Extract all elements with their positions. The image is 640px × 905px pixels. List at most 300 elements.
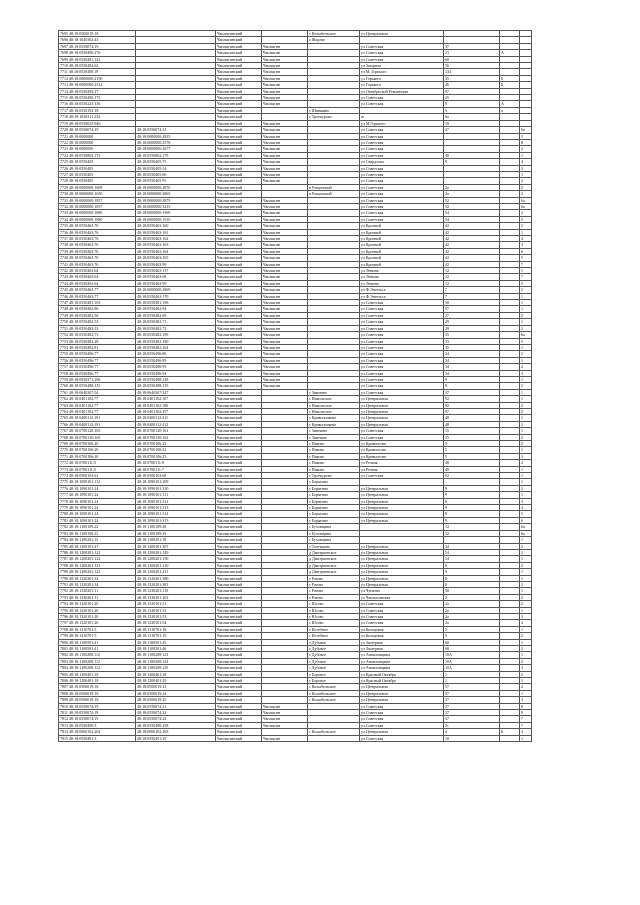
settlement-cell: п Рощинский (308, 184, 360, 190)
apartment-cell: 2 (520, 351, 532, 357)
record-id-cell: 7813 48:18:0550490:3 (59, 722, 136, 728)
apartment-cell: 6 (520, 517, 532, 523)
street-cell: ул Советская (360, 165, 444, 171)
house-cell: 40 (444, 460, 500, 466)
parcel-number-cell: 48:18:0700111:8 (136, 460, 216, 466)
parcel-number-cell: 48:18:1310701:19 (136, 633, 216, 639)
parcel-number-cell: 48:18:0401102:157 (136, 408, 216, 414)
parcel-number-cell: 48:18:1100501:45 (136, 639, 216, 645)
apartment-cell: 2 (520, 325, 532, 331)
house-cell: 42 (444, 248, 500, 254)
city-cell: Чаплыгин (262, 280, 308, 286)
parcel-number-cell: 48:18:0000000:2870 (136, 184, 216, 190)
district-cell: Чаплыгинский (216, 293, 262, 299)
apartment-cell: 3 (520, 453, 532, 459)
apartment-cell: 5 (520, 280, 532, 286)
record-id-cell: 7787 48:18:1200201:122 (59, 556, 136, 562)
parcel-number-cell: 48:18:1320201:380 (136, 575, 216, 581)
settlement-cell: с Юсово (308, 620, 360, 626)
district-cell: Чаплыгинский (216, 434, 262, 440)
city-cell: Чаплыгин (262, 332, 308, 338)
street-cell: ул Анпиловщина (360, 665, 444, 671)
district-cell: Чаплыгинский (216, 389, 262, 395)
record-id-cell: 7724 48:18:0550802:172 (59, 152, 136, 158)
district-cell: Чаплыгинский (216, 428, 262, 434)
house-cell: 5 (444, 107, 500, 113)
apartment-cell: 1 (520, 626, 532, 632)
district-cell: Чаплыгинский (216, 56, 262, 62)
district-cell: Чаплыгинский (216, 601, 262, 607)
district-cell: Чаплыгинский (216, 75, 262, 81)
city-cell: Чаплыгин (262, 287, 308, 293)
parcel-number-cell: 48:18:0550482:189 (136, 332, 216, 338)
settlement-cell: с Буховщина (308, 537, 360, 543)
record-id-cell: 7752 48:18:0550482:73 (59, 332, 136, 338)
parcel-number-cell: 48:18:0550405:54 (136, 165, 216, 171)
city-cell: Чаплыгин (262, 710, 308, 716)
street-cell: ул Кронной (360, 248, 444, 254)
settlement-cell: с Троекурово (308, 114, 360, 120)
parcel-number-cell: 48:18:0550463:68 (136, 274, 216, 280)
settlement-cell: с Пиково (308, 447, 360, 453)
house-cell: 8 (444, 581, 500, 587)
apartment-cell: 1 (520, 152, 532, 158)
record-id-cell: 7769 48:18:0700106:20 (59, 441, 136, 447)
street-cell: ул Советская (360, 50, 444, 56)
settlement-cell: с Буховщина (308, 530, 360, 536)
district-cell: Чаплыгинский (216, 652, 262, 658)
street-cell: ул Советская (360, 127, 444, 133)
city-cell: Чаплыгин (262, 95, 308, 101)
record-id-cell: 7768 48:18:0700120:165 (59, 434, 136, 440)
district-cell: Чаплыгинский (216, 684, 262, 690)
district-cell: Чаплыгинский (216, 107, 262, 113)
street-cell: ул Кривополье (360, 453, 444, 459)
record-id-cell: 7777 48:18:1090101:24 (59, 492, 136, 498)
street-cell: ул Советская (360, 383, 444, 389)
settlement-cell: с Ратово (308, 594, 360, 600)
apartment-cell: 1 (520, 735, 532, 741)
house-cell: 10А (444, 665, 500, 671)
house-cell: 97 (444, 88, 500, 94)
district-cell: Чаплыгинский (216, 287, 262, 293)
letter-cell: Б (500, 729, 520, 735)
city-cell: Чаплыгин (262, 248, 308, 254)
apartment-cell: 8 (520, 139, 532, 145)
house-cell: 33 (444, 338, 500, 344)
district-cell: Чаплыгинский (216, 82, 262, 88)
house-cell: 42 (444, 229, 500, 235)
apartment-cell: 2 (520, 594, 532, 600)
house-cell: 42 (444, 255, 500, 261)
district-cell: Чаплыгинский (216, 197, 262, 203)
street-cell: ул Советская (360, 338, 444, 344)
parcel-number-cell: 48:18:0550496:95 (136, 364, 216, 370)
district-cell: Чаплыгинский (216, 274, 262, 280)
street-cell: ул Загорная (360, 63, 444, 69)
district-cell: Чаплыгинский (216, 678, 262, 684)
street-cell: ул Красный Октябрь (360, 671, 444, 677)
street-cell: ул Центральная (360, 485, 444, 491)
district-cell: Чаплыгинский (216, 447, 262, 453)
city-cell: Чаплыгин (262, 370, 308, 376)
street-cell: ул Центральная (360, 562, 444, 568)
street-cell: ул Чаплыгинская (360, 594, 444, 600)
city-cell: Чаплыгин (262, 210, 308, 216)
house-cell: 62 (444, 473, 500, 479)
apartment-cell: 2 (520, 581, 532, 587)
street-cell: ул Анпиловщина (360, 652, 444, 658)
district-cell: Чаплыгинский (216, 178, 262, 184)
apartment-cell: 2 (520, 601, 532, 607)
house-cell: 34 (444, 364, 500, 370)
apartment-cell: 1 (520, 479, 532, 485)
apartment-cell: 2 (520, 312, 532, 318)
record-id-cell: 7722 48:18:0000000 (59, 139, 136, 145)
apartment-cell: 2 (520, 146, 532, 152)
parcel-number-cell: 48:18:1330201:110 (136, 588, 216, 594)
apartment-cell: 2 (520, 658, 532, 664)
house-cell: 34 (444, 357, 500, 363)
apartment-cell: 1 (520, 171, 532, 177)
street-cell: ул Центральная (360, 697, 444, 703)
city-cell: Чаплыгин (262, 236, 308, 242)
settlement-cell: с Пиково (308, 460, 360, 466)
apartment-cell: 2 (520, 184, 532, 190)
city-cell: Чаплыгин (262, 159, 308, 165)
parcel-number-cell: 48:18:1200101:307 (136, 543, 216, 549)
street-cell: ул Советская (360, 364, 444, 370)
district-cell: Чаплыгинский (216, 242, 262, 248)
street-cell: ул Центральная (360, 690, 444, 696)
house-cell: 37 (444, 127, 500, 133)
district-cell: Чаплыгинский (216, 69, 262, 75)
street-cell: ул Центральная (360, 581, 444, 587)
district-cell: Чаплыгинский (216, 152, 262, 158)
street-cell: ул Советская (360, 601, 444, 607)
district-cell: Чаплыгинский (216, 543, 262, 549)
apartment-cell: 1 (520, 396, 532, 402)
district-cell: Чаплыгинский (216, 607, 262, 613)
district-cell: Чаплыгинский (216, 133, 262, 139)
house-cell: 12 (444, 274, 500, 280)
parcel-number-cell: 48:18:0000000:2576 (136, 139, 216, 145)
record-id-cell: 7763 48:18:0401102:77 (59, 402, 136, 408)
apartment-cell: 2 (520, 364, 532, 370)
street-cell: ул Советская (360, 389, 444, 395)
record-id-cell: 7719 48:18:0550025:946 (59, 120, 136, 126)
record-id-cell: 7746 48:18:0550463:77 (59, 293, 136, 299)
apartment-cell: 1 (520, 537, 532, 543)
house-cell: 9 (444, 562, 500, 568)
apartment-cell: 7 (520, 716, 532, 722)
apartment-cell: 1 (520, 268, 532, 274)
house-cell: 9 (444, 498, 500, 504)
apartment-cell: 5 (520, 133, 532, 139)
district-cell: Чаплыгинский (216, 485, 262, 491)
street-cell: ул Советская (360, 722, 444, 728)
record-id-cell: 7802 48:18:1100208:112 (59, 652, 136, 658)
city-cell: Чаплыгин (262, 101, 308, 107)
street-cell: ул Кольцевая (360, 626, 444, 632)
house-cell: 48 (444, 421, 500, 427)
parcel-number-cell: 48:18:0550074:22 (136, 710, 216, 716)
house-cell: 57 (444, 684, 500, 690)
city-cell: Чаплыгин (262, 56, 308, 62)
house-cell: 12 (444, 530, 500, 536)
parcel-number-cell: 48:18:1320101:53 (136, 613, 216, 619)
record-id-cell: 7720 48:18:0550074:19 (59, 127, 136, 133)
apartment-cell: 2 (520, 191, 532, 197)
record-id-cell: 7766 48:18:0400112:191 (59, 421, 136, 427)
parcel-number-cell: 48:18:0500103:68 (136, 473, 216, 479)
house-cell: 37 (444, 710, 500, 716)
house-cell: 68 (444, 639, 500, 645)
district-cell: Чаплыгинский (216, 697, 262, 703)
street-cell: ул Речная (360, 460, 444, 466)
house-cell: 5 (444, 453, 500, 459)
record-id-cell: 7718 48:18:1630311:234 (59, 114, 136, 120)
settlement-cell: с Колыбельское (308, 31, 360, 37)
parcel-number-cell: 48:18:0700120:162 (136, 434, 216, 440)
apartment-cell: 1 (520, 607, 532, 613)
record-id-cell: 7815 48:18:0550491:3 (59, 735, 136, 741)
city-cell: Чаплыгин (262, 338, 308, 344)
street-cell: ул Ф.Энгельса (360, 287, 444, 293)
district-cell: Чаплыгинский (216, 473, 262, 479)
street-cell: ул Советская (360, 613, 444, 619)
apartment-cell: 2 (520, 287, 532, 293)
district-cell: Чаплыгинский (216, 517, 262, 523)
house-cell: 2с (444, 722, 500, 728)
record-id-cell: 7699 48:18:0550481:142 (59, 56, 136, 62)
house-cell: 34 (444, 543, 500, 549)
house-cell: 9 (444, 505, 500, 511)
house-cell: 9 (444, 159, 500, 165)
house-cell: 25 (444, 95, 500, 101)
parcel-number-cell: 48:18:0550481:196 (136, 300, 216, 306)
district-cell: Чаплыгинский (216, 511, 262, 517)
house-cell: 2а (444, 620, 500, 626)
letter-cell: Б (500, 75, 520, 81)
record-id-cell: 7742 48:18:0550463:64 (59, 268, 136, 274)
record-id-cell: 7770 48:18:0700106:20 (59, 447, 136, 453)
record-id-cell: 7788 48:18:1200201:123 (59, 562, 136, 568)
record-id-cell: 7773 48:18:0700111:5 (59, 466, 136, 472)
record-id-cell: 7748 48:18:0550482:86 (59, 306, 136, 312)
apartment-cell: 3 (520, 242, 532, 248)
record-id-cell: 7767 48:18:0700120:165 (59, 428, 136, 434)
house-cell: 10 (444, 735, 500, 741)
district-cell: Чаплыгинский (216, 37, 262, 43)
district-cell: Чаплыгинский (216, 139, 262, 145)
city-cell: Чаплыгин (262, 203, 308, 209)
house-cell: 42 (444, 223, 500, 229)
record-id-cell: 7810 48:18:0550074:19 (59, 703, 136, 709)
apartment-cell: 1 (520, 556, 532, 562)
parcel-number-cell: 48:18:1100109:38 (136, 524, 216, 530)
city-cell: Чаплыгин (262, 120, 308, 126)
district-cell: Чаплыгинский (216, 594, 262, 600)
record-id-cell: 7732 48:18:0000000:1857 (59, 203, 136, 209)
house-cell: 9 (444, 376, 500, 382)
record-id-cell: 7750 48:18:0550482:53 (59, 319, 136, 325)
district-cell: Чаплыгинский (216, 549, 262, 555)
district-cell: Чаплыгинский (216, 261, 262, 267)
district-cell: Чаплыгинский (216, 376, 262, 382)
settlement-cell: с Юсово (308, 607, 360, 613)
house-cell: 10А (444, 652, 500, 658)
apartment-cell: 1 (520, 357, 532, 363)
parcel-number-cell: 48:18:1200201:149 (136, 549, 216, 555)
settlement-cell: с Троекурово (308, 473, 360, 479)
district-cell: Чаплыгинский (216, 710, 262, 716)
record-id-cell: 7729 48:18:0000000:1608 (59, 184, 136, 190)
house-cell: 29 (444, 325, 500, 331)
apartment-cell: 7 (520, 261, 532, 267)
district-cell: Чаплыгинский (216, 357, 262, 363)
settlement-cell: с Зимнино (308, 389, 360, 395)
record-id-cell: 7755 48:18:0550496:77 (59, 351, 136, 357)
city-cell: Чаплыгин (262, 306, 308, 312)
district-cell: Чаплыгинский (216, 184, 262, 190)
street-cell: ул Центральная (360, 402, 444, 408)
record-id-cell: 7745 48:18:0550463:77 (59, 287, 136, 293)
settlement-cell: с Дубовое (308, 652, 360, 658)
street-cell: ул Советская (360, 620, 444, 626)
settlement-cell: с Борятино (308, 517, 360, 523)
record-id-cell: 7696 48:18:1640302:43 (59, 37, 136, 43)
street-cell: ул Кронной (360, 255, 444, 261)
street-cell: ул Кронной (360, 242, 444, 248)
record-id-cell: 7733 48:18:0000000:1880 (59, 210, 136, 216)
apartment-cell: 4 (520, 159, 532, 165)
house-cell: 42 (444, 261, 500, 267)
street-cell: ул Советская (360, 95, 444, 101)
district-cell: Чаплыгинский (216, 671, 262, 677)
record-id-cell: 7809 48:18:0506019:18 (59, 697, 136, 703)
record-id-cell: 7756 48:18:0550496:77 (59, 357, 136, 363)
street-cell: ул Советская (360, 428, 444, 434)
house-cell: 54 (444, 556, 500, 562)
letter-cell: А (500, 50, 520, 56)
city-cell: Чаплыгин (262, 703, 308, 709)
street-cell: ул Горького (360, 82, 444, 88)
street-cell: ул Советская (360, 101, 444, 107)
parcel-number-cell: 48:18:0000000:2879 (136, 197, 216, 203)
parcel-number-cell: 48:18:0550482:180 (136, 338, 216, 344)
city-cell: Чаплыгин (262, 88, 308, 94)
street-cell: ул Советская (360, 184, 444, 190)
house-cell: 9 (444, 485, 500, 491)
settlement-cell: с Никольское (308, 396, 360, 402)
house-cell: 97 (444, 408, 500, 414)
district-cell: Чаплыгинский (216, 729, 262, 735)
district-cell: Чаплыгинский (216, 338, 262, 344)
street-cell: ул Кронной (360, 261, 444, 267)
district-cell: Чаплыгинский (216, 319, 262, 325)
house-cell: 52 (444, 203, 500, 209)
parcel-number-cell: 48:18:1200201:210 (136, 562, 216, 568)
district-cell: Чаплыгинский (216, 626, 262, 632)
parcel-number-cell: 48:18:0550463:160 (136, 223, 216, 229)
district-cell: Чаплыгинский (216, 524, 262, 530)
parcel-number-cell: 48:18:0550463:170 (136, 293, 216, 299)
city-cell: Чаплыгин (262, 319, 308, 325)
record-id-cell: 7757 48:18:0550496:77 (59, 364, 136, 370)
parcel-number-cell: 48:18:0000000:1969 (136, 210, 216, 216)
house-cell: 57 (444, 690, 500, 696)
parcel-number-cell: 48:18:0550405:75 (136, 159, 216, 165)
house-cell: 9 (444, 383, 500, 389)
district-cell: Чаплыгинский (216, 165, 262, 171)
street-cell: ул Центральная (360, 549, 444, 555)
street-cell: ул Советская (360, 306, 444, 312)
apartment-cell: 5 (520, 338, 532, 344)
district-cell: Чаплыгинский (216, 421, 262, 427)
house-cell: 54 (444, 549, 500, 555)
city-cell: Чаплыгин (262, 223, 308, 229)
record-id-cell: 7761 48:18:0640307:54 (59, 389, 136, 395)
settlement-cell: д Дмитриевское (308, 562, 360, 568)
house-cell: 10А (444, 658, 500, 664)
district-cell: Чаплыгинский (216, 408, 262, 414)
settlement-cell: с Колыбельское (308, 729, 360, 735)
apartment-cell: 2 (520, 402, 532, 408)
parcel-number-cell: 48:18:0550482:69 (136, 312, 216, 318)
record-id-cell: 7800 48:18:1100501:41 (59, 639, 136, 645)
parcel-number-cell: 48:18:0550482:72 (136, 325, 216, 331)
district-cell: Чаплыгинский (216, 639, 262, 645)
settlement-cell: с Ратово (308, 588, 360, 594)
record-id-cell: 7747 48:18:0550481:163 (59, 300, 136, 306)
record-id-cell: 7753 48:18:0550482:28 (59, 338, 136, 344)
settlement-cell: с Дубовое (308, 639, 360, 645)
parcel-number-cell: 48:18:1090101:310 (136, 485, 216, 491)
record-id-cell: 7716 48:18:0550225:136 (59, 101, 136, 107)
house-cell: 7 (444, 287, 500, 293)
settlement-cell: с Жадово (308, 37, 360, 43)
street-cell: ул Ленина (360, 274, 444, 280)
district-cell: Чаплыгинский (216, 460, 262, 466)
letter-cell: А (500, 101, 520, 107)
record-id-cell: 7782 48:18:1100109:22 (59, 524, 136, 530)
house-cell: 40 (444, 152, 500, 158)
apartment-cell: 2 (520, 684, 532, 690)
parcel-number-cell: 48:18:1100201:18 (136, 537, 216, 543)
district-cell: Чаплыгинский (216, 127, 262, 133)
parcel-number-cell: 48:18:0550482:164 (136, 344, 216, 350)
district-cell: Чаплыгинский (216, 466, 262, 472)
apartment-cell: 1 (520, 447, 532, 453)
house-cell: 57 (444, 697, 500, 703)
settlement-cell: с Борятино (308, 485, 360, 491)
record-id-cell: 7697 48:18:0550074:19 (59, 43, 136, 49)
street-cell: ул Ленина (360, 268, 444, 274)
record-id-cell: 7795 48:18:1320101:20 (59, 607, 136, 613)
house-cell: 27 (444, 312, 500, 318)
apartment-cell: 2 (520, 383, 532, 389)
record-id-cell: 7712 48:18:0000000:2190 (59, 75, 136, 81)
record-id-cell: 7741 48:18:0550463:76 (59, 261, 136, 267)
record-id-cell: 7801 48:18:1100501:41 (59, 646, 136, 652)
city-cell: Чаплыгин (262, 364, 308, 370)
house-cell: 54 (444, 216, 500, 222)
district-cell: Чаплыгинский (216, 332, 262, 338)
record-id-cell: 7759 48:18:0550371:206 (59, 376, 136, 382)
street-cell: ул Кронной (360, 229, 444, 235)
parcel-number-cell: 48:18:0550496:86 (136, 351, 216, 357)
